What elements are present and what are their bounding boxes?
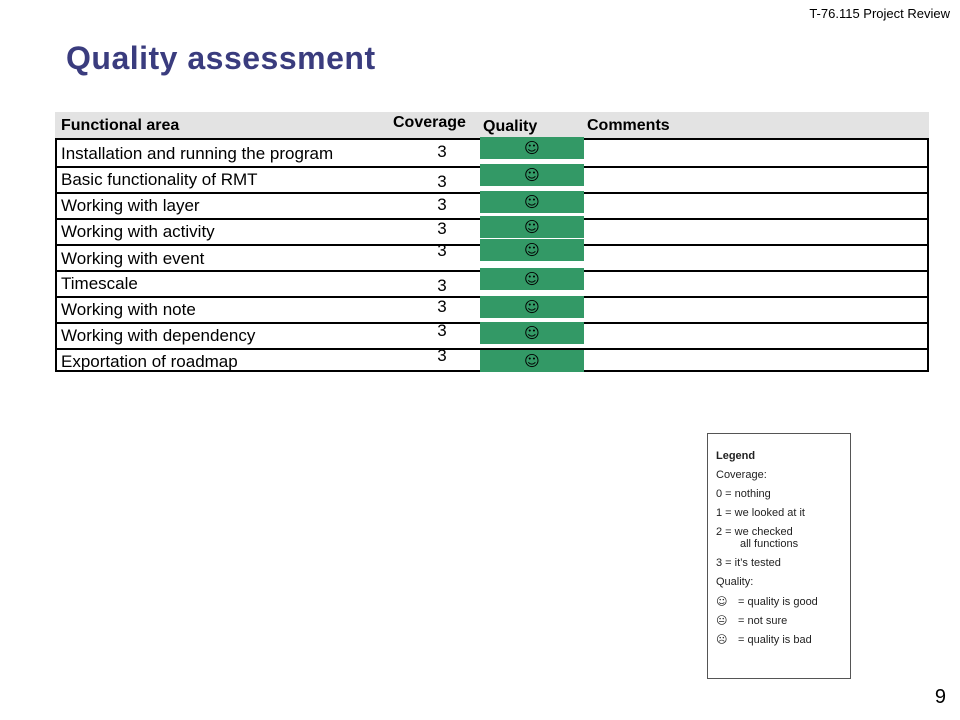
table-header-row: [55, 112, 929, 140]
legend-good-text: = quality is good: [738, 596, 818, 608]
legend-coverage-2-continued: all functions: [740, 538, 799, 550]
course-header: T-76.115 Project Review: [809, 6, 950, 21]
quality-good-icon: ☺: [480, 164, 584, 186]
quality-good-icon: ☺: [480, 350, 584, 372]
coverage-value: 3: [437, 321, 447, 340]
quality-good-icon: ☺: [480, 268, 584, 290]
legend-quality-unsure: [716, 614, 850, 633]
legend-box: [707, 433, 851, 679]
legend-coverage-label: Coverage:: [716, 469, 767, 481]
legend-quality-bad: [716, 633, 850, 652]
legend-quality-label: Quality:: [716, 576, 754, 588]
legend-bad-text: = quality is bad: [738, 634, 812, 646]
row-area: Timescale: [61, 274, 138, 293]
legend-title: Legend: [716, 450, 756, 462]
quality-good-icon: ☺: [480, 322, 584, 344]
coverage-value: 3: [437, 195, 447, 214]
quality-table: [55, 112, 929, 372]
legend-coverage-3: 3 = it’s tested: [716, 557, 781, 569]
coverage-value: 3: [437, 297, 447, 316]
quality-good-icon: ☺: [480, 296, 584, 318]
header-quality: Quality: [483, 118, 538, 135]
coverage-value: 3: [437, 346, 447, 365]
quality-good-icon: ☺: [480, 239, 584, 261]
page-number: 9: [934, 686, 946, 708]
quality-good-icon: ☺: [480, 191, 584, 213]
smiley-icon: ☺: [716, 595, 728, 608]
row-area: Basic functionality of RMT: [61, 170, 258, 189]
row-area: Exportation of roadmap: [61, 352, 238, 371]
coverage-value: 3: [437, 241, 447, 260]
frown-icon: ☹: [716, 633, 728, 646]
quality-good-icon: ☺: [480, 137, 584, 159]
row-area: Working with layer: [61, 196, 200, 215]
header-coverage: Coverage: [393, 114, 466, 131]
legend-coverage-2: 2 = we checked: [716, 526, 793, 538]
row-area: Working with dependency: [61, 326, 256, 345]
legend-coverage-1: 1 = we looked at it: [716, 507, 805, 519]
row-area: Installation and running the program: [61, 144, 334, 163]
coverage-value: 3: [437, 276, 447, 295]
row-area: Working with note: [61, 300, 196, 319]
legend-quality-good: [716, 595, 850, 614]
coverage-value: 3: [437, 142, 447, 161]
legend-unsure-text: = not sure: [738, 615, 788, 627]
row-area: Working with activity: [61, 222, 215, 241]
header-functional-area: Functional area: [61, 117, 180, 134]
header-comments: Comments: [587, 117, 670, 134]
row-area: Working with event: [61, 249, 205, 268]
slide-title: Quality assessment: [66, 40, 376, 76]
quality-good-icon: ☺: [480, 216, 584, 238]
coverage-value: 3: [437, 172, 447, 191]
legend-coverage-0: 0 = nothing: [716, 488, 771, 500]
neutral-face-icon: 😐: [716, 614, 728, 627]
coverage-value: 3: [437, 219, 447, 238]
